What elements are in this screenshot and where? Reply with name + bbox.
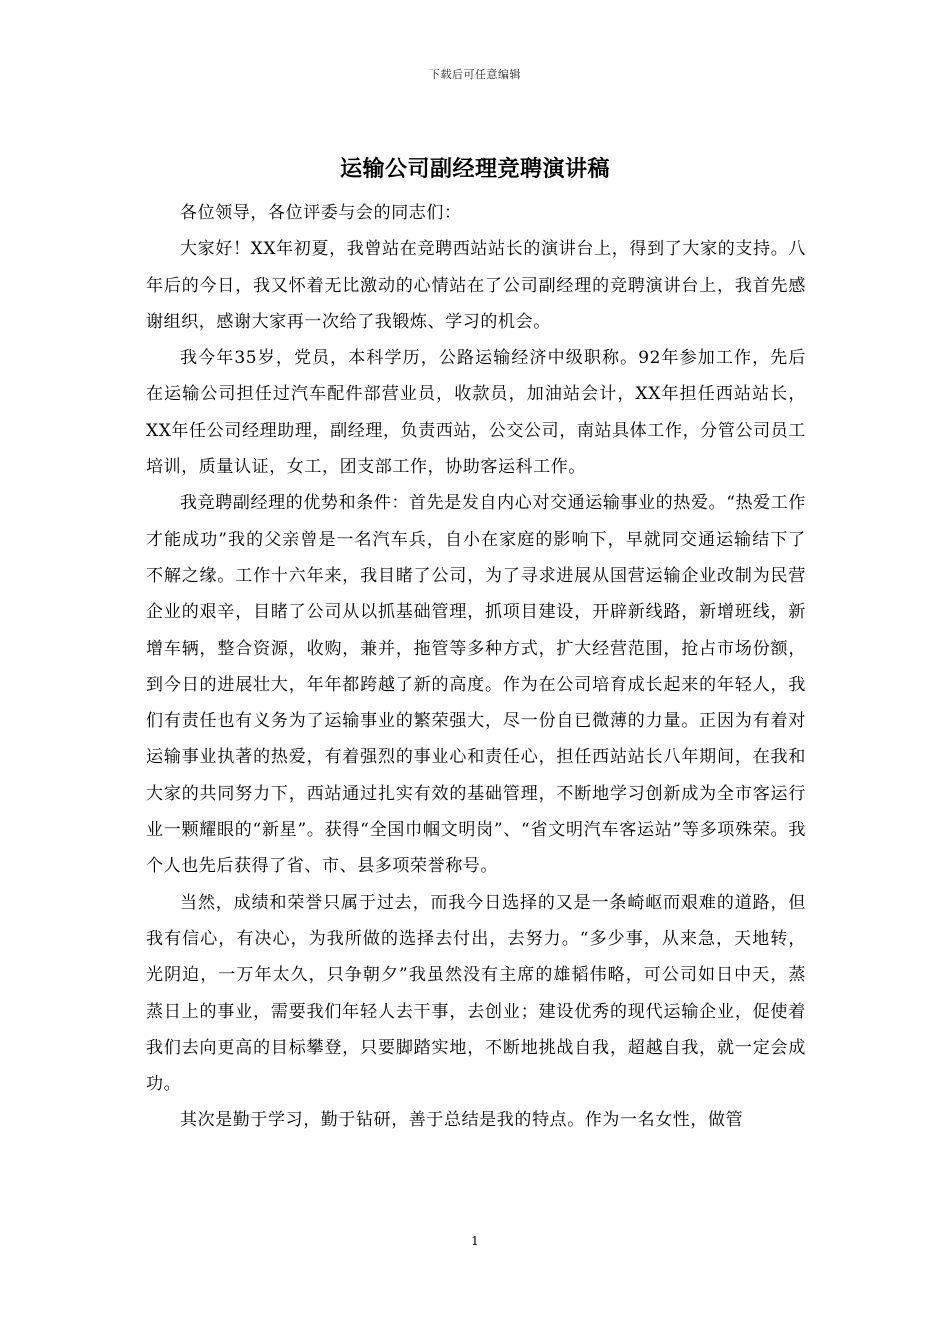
body-paragraph: 其次是勤于学习，勤于钻研，善于总结是我的特点。作为一名女性，做管 [180, 1110, 744, 1131]
page-number: 1 [471, 1234, 479, 1248]
body-paragraph: 我竞聘副经理的优势和条件：首先是发自内心对交通运输事业的热爱。“热爱工作才能成功”我的父亲曾是一名汽车兵，自小在家庭的影响下，早就同交通运输结下了不解之缘。工作十六年来，我目睹了公司，为了寻求进展从国营运输企业改制为民营企业的艰辛，目睹了公司从以抓基础管理，抓项目建设，开辟新线路，新增班线，新增车辆，整合资源，收购，兼并，拖管等多种方式，扩大经营范围，抢占市场份额，到今日的进展壮大，年年都跨越了新的高度。作为在公司培育成长起来的年轻人，我们有责任也有义务为了运输事业的繁荣强大，尽一份自已微薄的力量。正因为有着对运输事业执著的热爱，有着强烈的事业心和责任心，担任西站站长八年期间，在我和大家的共同努力下，西站通过扎实有效的基础管理，不断地学习创新成为全市客运行业一颗耀眼的“新星”。获得“全国巾帼文明岗”、“省文明汽车客运站”等多项殊荣。我个人也先后获得了省、市、县多项荣誉称号。 [146, 493, 806, 877]
body-paragraph: 我今年35岁，党员，本科学历，公路运输经济中级职称。92年参加工作，先后在运输公司担任过汽车配件部营业员，收款员，加油站会计，XX年担任西站站长，XX年任公司经理助理，副经理，负责西站，公交公司，南站具体工作，分管公司员工培训，质量认证，女工，团支部工作，协助客运科工作。 [146, 348, 806, 478]
header-note: 下载后可任意编辑 [429, 68, 521, 81]
body-paragraph: 大家好！XX年初夏，我曾站在竞聘西站站长的演讲台上，得到了大家的支持。八年后的今日，我又怀着无比激动的心情站在了公司副经理的竞聘演讲台上，我首先感谢组织，感谢大家再一次给了我锻炼、学习的机会。 [146, 239, 806, 332]
body-paragraph: 当然，成绩和荣誉只属于过去，而我今日选择的又是一条崎岖而艰难的道路，但我有信心，有决心，为我所做的选择去付出，去努力。“多少事，从来急，天地转，光阴迫，一万年太久，只争朝夕”我虽然没有主席的雄韬伟略，可公司如日中天，蒸蒸日上的事业，需要我们年轻人去干事，去创业；建设优秀的现代运输企业，促使着我们去向更高的目标攀登，只要脚踏实地，不断地挑战自我，超越自我，就一定会成功。 [146, 892, 806, 1095]
document-title: 运输公司副经理竞聘演讲稿 [339, 156, 610, 182]
salutation-paragraph: 各位领导，各位评委与会的同志们： [180, 203, 462, 223]
document-body [146, 195, 806, 1139]
